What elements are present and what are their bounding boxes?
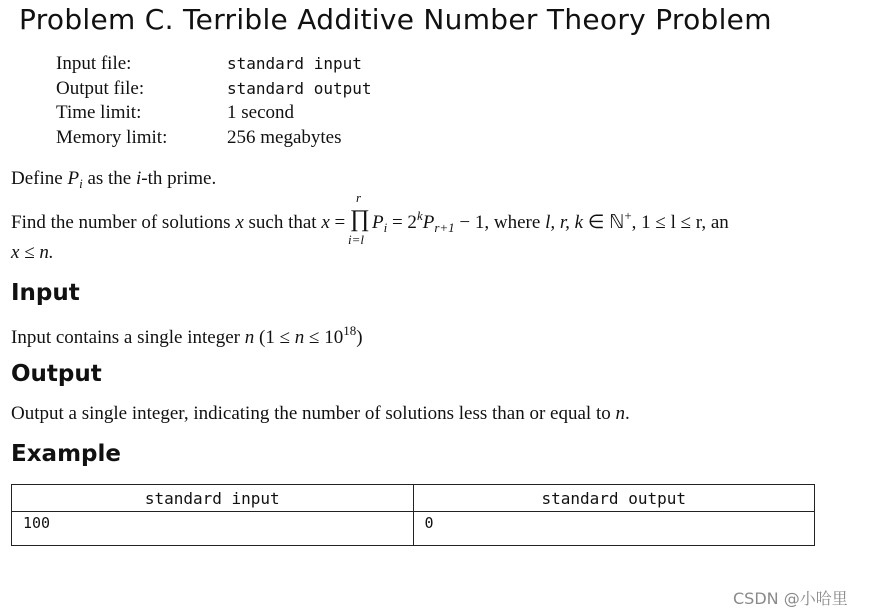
input-range-post: ) xyxy=(356,327,363,348)
eq-var-P2: P xyxy=(422,212,435,233)
example-output-cell: 0 xyxy=(413,512,815,546)
watermark: CSDN @小哈里 xyxy=(733,589,848,608)
input-range-mid: ≤ 10 xyxy=(304,327,344,348)
def-text-mid: as the xyxy=(82,168,136,189)
def-var-i: i xyxy=(135,168,142,189)
equation-line xyxy=(11,190,729,247)
eq-plus: + xyxy=(624,208,632,223)
eq-in: ∈ ℕ xyxy=(583,212,625,233)
find-text-mid: such that xyxy=(243,212,322,233)
def-text: Define xyxy=(11,168,68,189)
example-heading: Example xyxy=(11,441,121,467)
eq-var-P: P xyxy=(371,212,384,233)
output-text-post: . xyxy=(624,403,630,424)
eq-sub-i: i xyxy=(383,220,388,235)
product-upper: r xyxy=(355,190,362,205)
eq-minus: − 1, where xyxy=(454,212,546,233)
example-input-cell: 100 xyxy=(12,512,414,546)
input-file-value: standard input xyxy=(227,54,362,73)
eq-sub-r1: r+1 xyxy=(434,220,455,235)
find-text: Find the number of solutions xyxy=(11,212,236,233)
output-text: Output a single integer, indicating the number of solutions less than or equal to xyxy=(11,403,616,424)
output-file-label: Output file: xyxy=(56,77,145,99)
memory-limit-value: 256 megabytes xyxy=(227,126,342,148)
product-lower: i=l xyxy=(347,232,364,247)
def-text-post: -th prime. xyxy=(141,168,217,189)
eq-rhs: = 2 xyxy=(387,212,417,233)
example-header-output: standard output xyxy=(413,485,815,512)
output-heading: Output xyxy=(11,361,102,387)
eq-var-x: x xyxy=(321,212,330,233)
find-var-x: x xyxy=(235,212,244,233)
definition-line xyxy=(11,168,216,192)
eq-exp-k: k xyxy=(416,208,423,223)
eq-equals: = xyxy=(329,212,350,233)
product-operator xyxy=(347,190,372,247)
condition-line xyxy=(11,242,54,264)
input-text: Input contains a single integer xyxy=(11,327,245,348)
eq-vars: l, r, k xyxy=(545,212,584,233)
input-file-label: Input file: xyxy=(56,53,132,74)
input-range-exp: 18 xyxy=(343,323,357,338)
output-var-n: n xyxy=(615,403,625,424)
example-header-row xyxy=(12,485,815,512)
output-description xyxy=(11,403,630,425)
eq-cond: , 1 ≤ l ≤ r, an xyxy=(631,212,729,233)
example-data-row xyxy=(12,512,815,546)
memory-limit-label: Memory limit: xyxy=(56,126,168,148)
input-description xyxy=(11,323,363,349)
time-limit-value: 1 second xyxy=(227,102,295,123)
condition-text: x ≤ n. xyxy=(11,242,54,263)
product-symbol: ∏ xyxy=(349,206,370,232)
input-var-n: n xyxy=(244,327,255,348)
example-table xyxy=(11,484,815,546)
output-file-value: standard output xyxy=(227,78,372,98)
problem-title: Problem C. Terrible Additive Number Theory Problem xyxy=(19,3,772,36)
def-sub-i: i xyxy=(79,176,83,191)
input-range-n: n xyxy=(294,327,305,348)
input-range-pre: (1 ≤ xyxy=(254,327,295,348)
time-limit-label: Time limit: xyxy=(56,102,142,123)
example-header-input: standard input xyxy=(12,485,414,512)
input-heading: Input xyxy=(11,280,80,306)
def-var-P: P xyxy=(67,168,80,189)
